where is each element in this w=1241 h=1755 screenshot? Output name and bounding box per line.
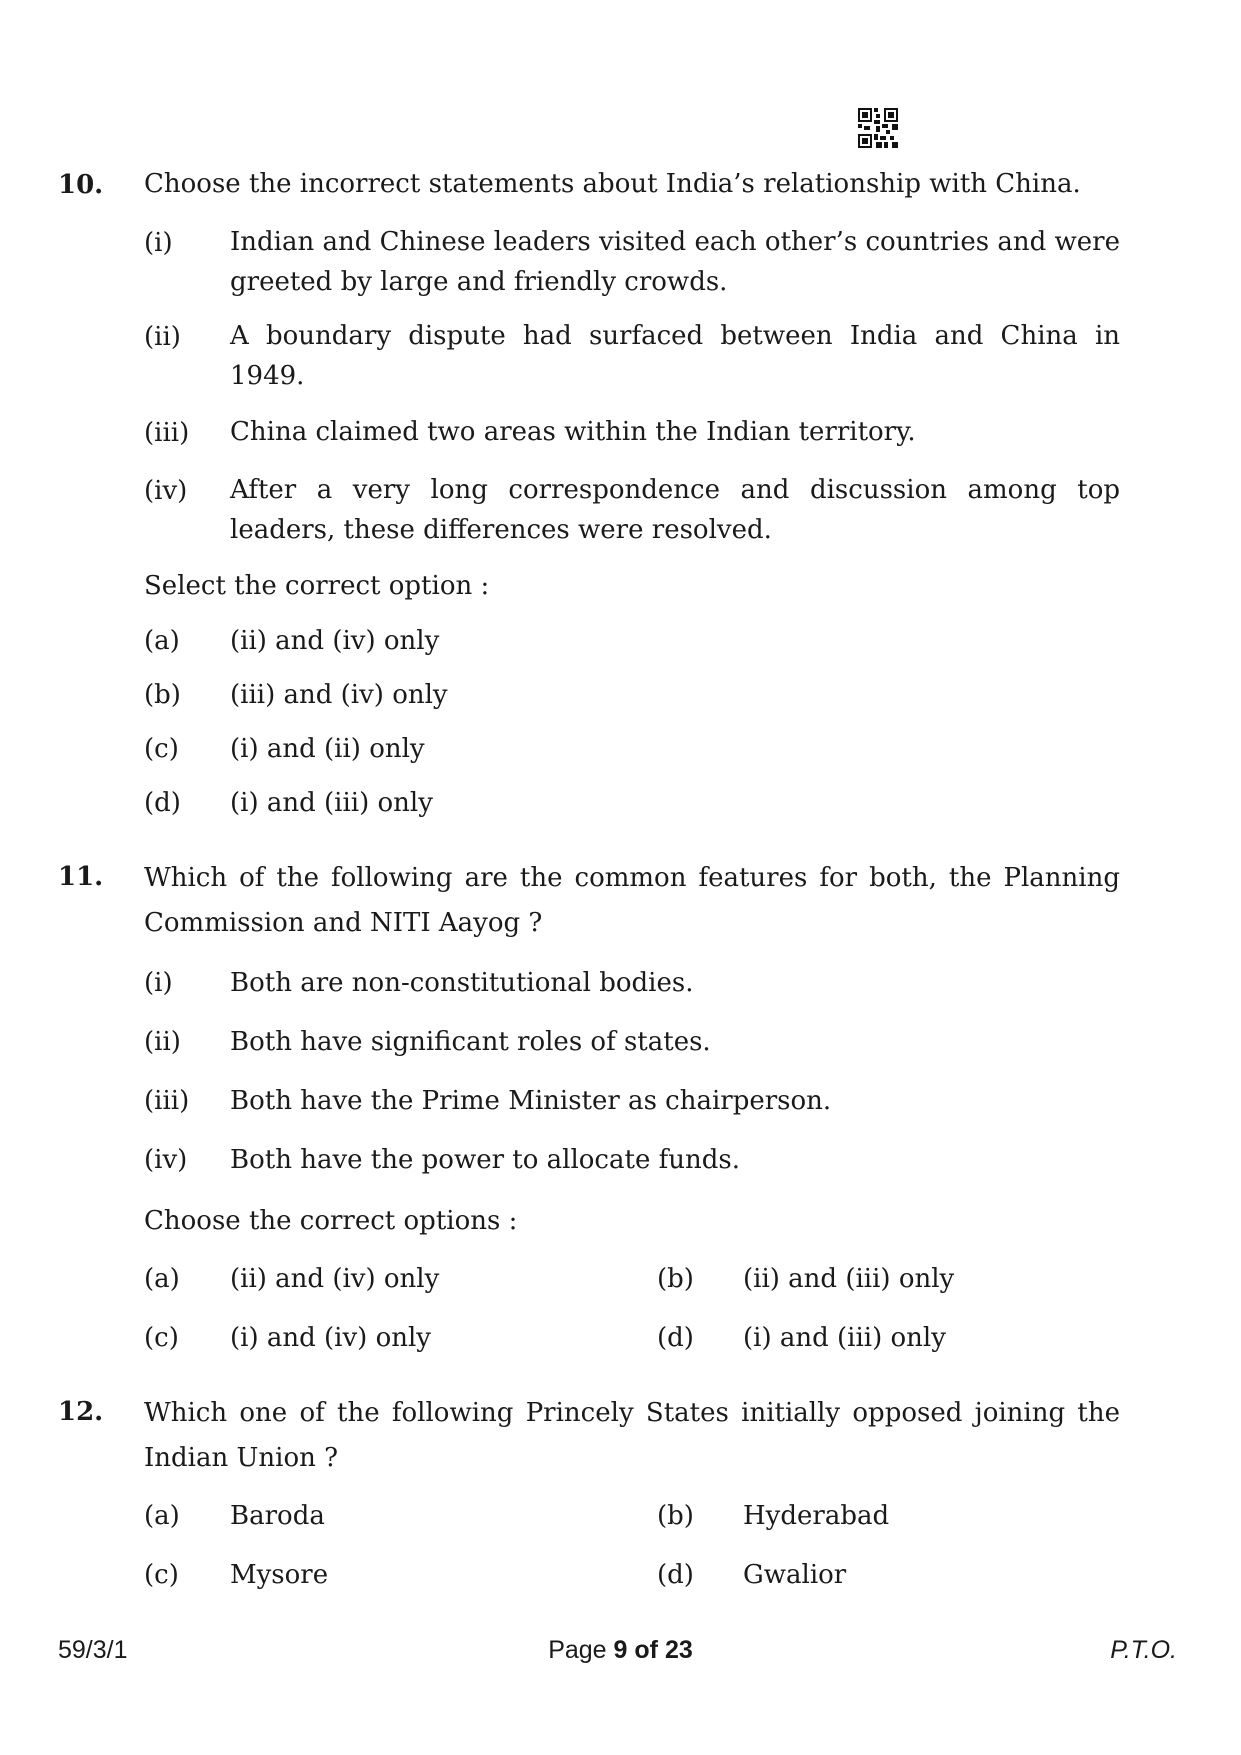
option-text: Hyderabad [743,1501,890,1531]
question-number: 10. [58,170,104,200]
option-label: (a) [144,626,180,656]
option-text: (i) and (iii) only [230,788,433,818]
option-label: (c) [144,734,179,764]
page-total: 23 [664,1636,693,1664]
option-label: (b) [657,1501,694,1531]
paper-code: 59/3/1 [58,1636,128,1664]
statement-label: (iii) [144,418,190,448]
statement-text: Both are non-constitutional bodies. [230,968,694,998]
page-prefix: Page [548,1636,607,1664]
question-text: Which of the following are the common features for both, the Planning Commission and NITI Aayog ? [144,863,1120,938]
question-prompt: Choose the correct options : [144,1206,518,1236]
option-label: (a) [144,1501,180,1531]
option-text: (i) and (ii) only [230,734,425,764]
option-label: (d) [657,1323,694,1353]
statement-text: Both have the Prime Minister as chairperson. [230,1086,832,1116]
page-indicator [0,1636,1241,1665]
page-of: of [634,1636,659,1664]
option-label: (d) [657,1560,694,1590]
option-label: (c) [144,1560,179,1590]
option-text: Mysore [230,1560,329,1590]
statement-text: Indian and Chinese leaders visited each other’s countries and were greeted by large and friendly crowds. [230,227,1120,297]
page-current: 9 [613,1636,628,1664]
question-number: 11. [58,862,104,892]
statement-text: A boundary dispute had surfaced between India and China in 1949. [230,321,1120,391]
question-text: Choose the incorrect statements about India’s relationship with China. [144,169,1081,199]
statement-label: (ii) [144,322,181,352]
statement-label: (iii) [144,1086,190,1116]
option-text: (i) and (iii) only [743,1323,946,1353]
statement-text: Both have the power to allocate funds. [230,1145,740,1175]
option-text: (ii) and (iv) only [230,1264,440,1294]
option-label: (c) [144,1323,179,1353]
statement-label: (i) [144,228,173,258]
option-text: (iii) and (iv) only [230,680,448,710]
option-label: (a) [144,1264,180,1294]
option-text: (i) and (iv) only [230,1323,431,1353]
option-label: (b) [144,680,181,710]
option-label: (d) [144,788,181,818]
option-text: (ii) and (iii) only [743,1264,955,1294]
statement-text: Both have significant roles of states. [230,1027,711,1057]
question-number: 12. [58,1397,104,1427]
pto-label: P.T.O. [1110,1636,1177,1664]
statement-label: (i) [144,968,173,998]
option-label: (b) [657,1264,694,1294]
statement-text: China claimed two areas within the Indian territory. [230,417,916,447]
statement-label: (ii) [144,1027,181,1057]
option-text: (ii) and (iv) only [230,626,440,656]
question-text: Which one of the following Princely States initially opposed joining the Indian Union ? [144,1398,1120,1473]
question-prompt: Select the correct option : [144,571,490,601]
option-text: Gwalior [743,1560,847,1590]
statement-label: (iv) [144,1145,188,1175]
qr-code-icon [858,108,898,148]
option-text: Baroda [230,1501,325,1531]
statement-text: After a very long correspondence and discussion among top leaders, these differences were resolved. [230,475,1120,545]
statement-label: (iv) [144,476,188,506]
